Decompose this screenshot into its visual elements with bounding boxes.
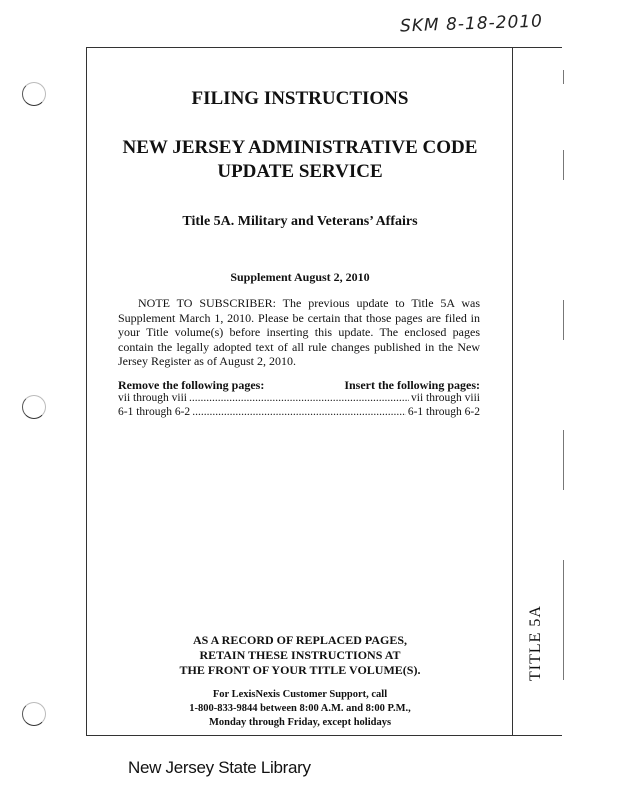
- punch-hole-top: [22, 82, 46, 106]
- record-instructions: [90, 633, 510, 678]
- punch-hole-bottom: [22, 702, 46, 726]
- remove-pages-header: Remove the following pages:: [118, 378, 265, 392]
- top-border: [86, 47, 562, 48]
- insert-pages: vii through viii: [411, 392, 480, 404]
- support-line1: For LexisNexis Customer Support, call: [212, 689, 388, 700]
- remove-pages: vii through viii: [118, 392, 187, 404]
- supplement-date: Supplement August 2, 2010: [230, 270, 370, 284]
- punch-hole-middle: [22, 395, 46, 419]
- scan-mark: [563, 300, 564, 340]
- insert-pages: 6-1 through 6-2: [407, 406, 480, 418]
- scan-mark: [563, 430, 564, 490]
- dot-leader: [192, 406, 406, 418]
- filing-title: FILING INSTRUCTIONS: [191, 88, 409, 109]
- customer-support: [90, 688, 510, 730]
- spine-label-text: TITLE 5A: [527, 605, 544, 681]
- support-line2: 1-800-833-9844 between 8:00 A.M. and 8:00 P.M.,: [189, 703, 411, 714]
- library-footer: New Jersey State Library: [128, 758, 311, 777]
- handwritten-note: SKM 8-18-2010: [399, 11, 544, 37]
- note-to-subscriber: NOTE TO SUBSCRIBER: The previous update to Title 5A was Supplement March 1, 2010. Please be certain that those pages are filed in your Title volume(s) before inserting this update. The enclosed pages contain the legally adopted text of all rule changes published in the New Jersey Register as of August 2, 2010.: [118, 296, 480, 369]
- code-title-line1: NEW JERSEY ADMINISTRATIVE CODE: [122, 137, 478, 158]
- record-line1: AS A RECORD OF REPLACED PAGES,: [192, 633, 408, 647]
- support-line3: Monday through Friday, except holidays: [208, 717, 392, 728]
- dot-leader: [189, 392, 409, 404]
- title-subject: Title 5A. Military and Veterans’ Affairs: [182, 214, 418, 229]
- page-row: [118, 406, 480, 418]
- scan-mark: [563, 150, 564, 180]
- spine-label: [512, 598, 560, 688]
- code-title: [90, 136, 510, 184]
- record-line3: THE FRONT OF YOUR TITLE VOLUME(S).: [179, 663, 421, 677]
- page-row: [118, 392, 480, 404]
- bottom-border: [86, 735, 562, 736]
- scan-mark: [563, 70, 564, 84]
- left-border: [86, 47, 87, 735]
- scan-mark: [563, 560, 564, 680]
- code-title-line2: UPDATE SERVICE: [217, 161, 383, 182]
- record-line2: RETAIN THESE INSTRUCTIONS AT: [199, 648, 401, 662]
- remove-pages: 6-1 through 6-2: [118, 406, 191, 418]
- insert-pages-header: Insert the following pages:: [344, 378, 480, 392]
